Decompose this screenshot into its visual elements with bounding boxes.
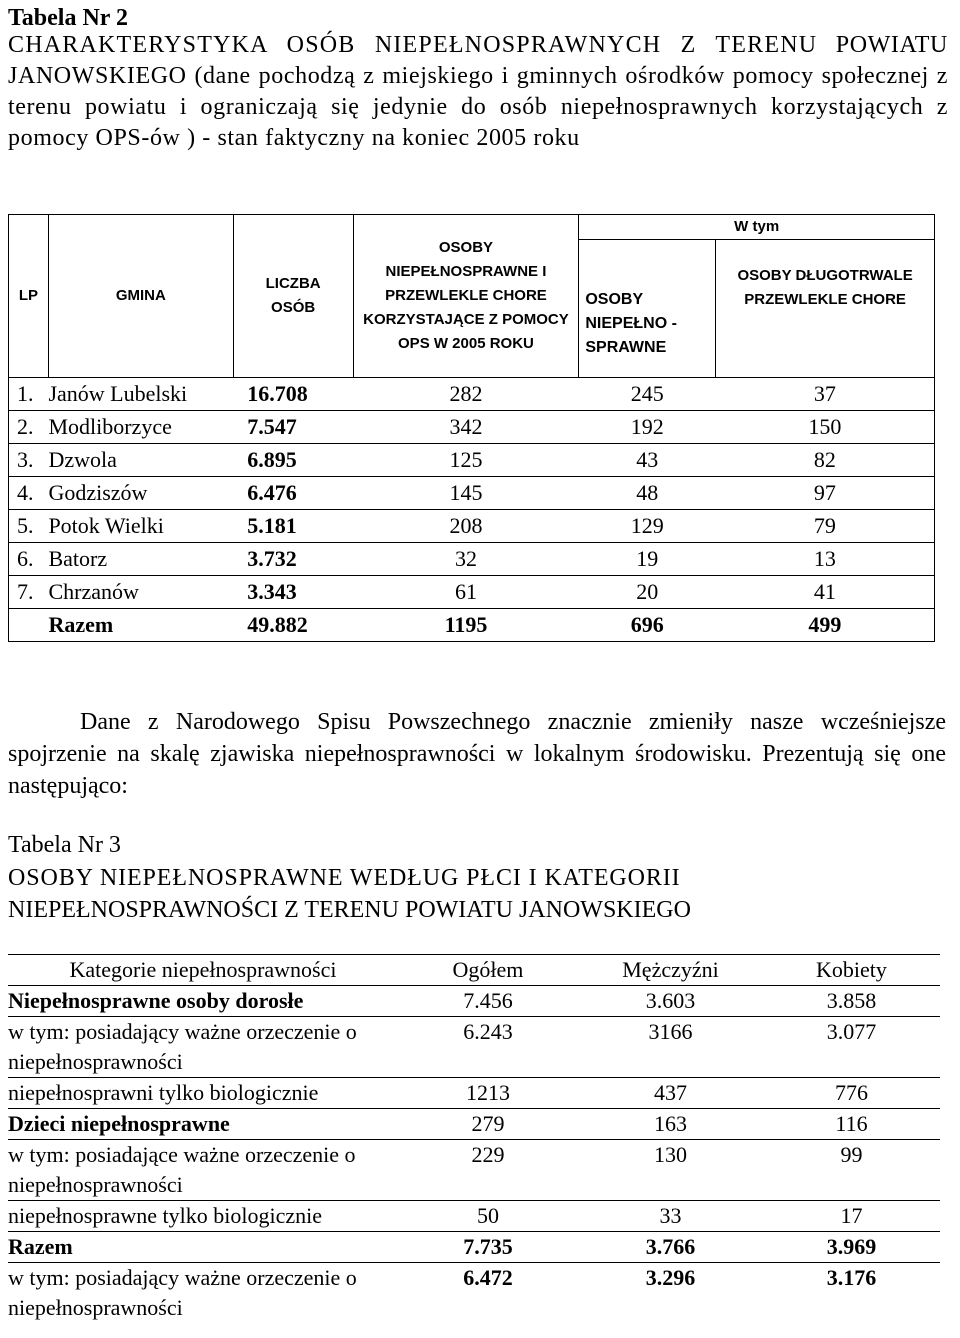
table3-cell-category: Razem — [8, 1232, 398, 1263]
table2-row — [9, 378, 935, 411]
table2-cell-liczba: 6.476 — [233, 477, 353, 510]
table2-cell-gmina: Dzwola — [48, 444, 233, 477]
table2-row — [9, 510, 935, 543]
table2-cell-przewlekle: 13 — [716, 543, 935, 576]
table2-cell-liczba: 5.181 — [233, 510, 353, 543]
table2-cell-lp: 5. — [9, 510, 49, 543]
table3-cell-mezczyzni: 3166 — [578, 1017, 763, 1078]
table3-cell-mezczyzni: 3.296 — [578, 1263, 763, 1324]
table3-cell-ogolem: 6.243 — [398, 1017, 578, 1078]
table3-cell-category: Dzieci niepełnosprawne — [8, 1109, 398, 1140]
table3-cell-kobiety: 3.176 — [763, 1263, 940, 1324]
table2-cell-przewlekle: 499 — [716, 609, 935, 642]
table2-cell-lp: 6. — [9, 543, 49, 576]
table3-row — [8, 1140, 940, 1201]
table3-title-line1: OSOBY NIEPEŁNOSPRAWNE WEDŁUG PŁCI I KATEGORII — [8, 865, 681, 891]
table2-cell-przewlekle: 97 — [716, 477, 935, 510]
table2-cell-lp: 4. — [9, 477, 49, 510]
table3-row — [8, 1263, 940, 1324]
table3-cell-category: w tym: posiadający ważne orzeczenie o niepełnosprawności — [8, 1263, 398, 1324]
paragraph-body: Dane z Narodowego Spisu Powszechnego znacznie zmieniły nasze wcześniejsze spojrzenie na skalę zjawiska niepełnosprawności w lokalnym środowisku. Prezentują się one następująco: — [8, 709, 946, 799]
table3-cell-kobiety: 3.077 — [763, 1017, 940, 1078]
table2-header-niepelnosprawne: OSOBY NIEPEŁNO - SPRAWNE — [579, 240, 716, 378]
table2-cell-niepelnosprawne: 245 — [579, 378, 716, 411]
table2-cell-gmina: Batorz — [48, 543, 233, 576]
table2-cell-liczba: 3.732 — [233, 543, 353, 576]
table2-cell-korzystajace: 208 — [353, 510, 579, 543]
table2-cell-gmina: Razem — [48, 609, 233, 642]
table2-cell-korzystajace: 1195 — [353, 609, 579, 642]
table3-cell-category: w tym: posiadające ważne orzeczenie o niepełnosprawności — [8, 1140, 398, 1201]
table3-cell-ogolem: 7.735 — [398, 1232, 578, 1263]
table3-cell-mezczyzni: 3.766 — [578, 1232, 763, 1263]
table2-header-liczba: LICZBA OSÓB — [233, 215, 353, 378]
table3-row — [8, 986, 940, 1017]
table3-cell-category: niepełnosprawne tylko biologicznie — [8, 1201, 398, 1232]
table3-cell-mezczyzni: 163 — [578, 1109, 763, 1140]
table2-cell-przewlekle: 82 — [716, 444, 935, 477]
table3-row — [8, 1017, 940, 1078]
table3-cell-ogolem: 229 — [398, 1140, 578, 1201]
table3-cell-kobiety: 3.858 — [763, 986, 940, 1017]
table3-cell-ogolem: 7.456 — [398, 986, 578, 1017]
table2-cell-liczba: 49.882 — [233, 609, 353, 642]
table3-cell-category: w tym: posiadający ważne orzeczenie o niepełnosprawności — [8, 1017, 398, 1078]
table3 — [8, 954, 940, 1323]
table2-title-rest: POWIATU JANOWSKIEGO (dane pochodzą z miejskiego i gminnych ośrodków pomocy społecznej z terenu powiatu i ograniczają się jedynie do osób niepełnosprawnych korzystających z pomocy OPS-ów ) - stan faktyczny na koniec 2005 roku — [8, 32, 948, 151]
table2-cell-lp: 2. — [9, 411, 49, 444]
table2-cell-lp — [9, 609, 49, 642]
table3-cell-mezczyzni: 437 — [578, 1078, 763, 1109]
table3-row — [8, 1109, 940, 1140]
table2-cell-lp: 7. — [9, 576, 49, 609]
table2-cell-liczba: 3.343 — [233, 576, 353, 609]
paragraph-text — [8, 706, 946, 802]
table2-cell-korzystajace: 125 — [353, 444, 579, 477]
table3-cell-category: Niepełnosprawne osoby dorosłe — [8, 986, 398, 1017]
table2 — [8, 214, 935, 642]
table2-cell-gmina: Potok Wielki — [48, 510, 233, 543]
table3-cell-kobiety: 776 — [763, 1078, 940, 1109]
table3-cell-category: niepełnosprawni tylko biologicznie — [8, 1078, 398, 1109]
table2-body — [9, 378, 935, 642]
table2-row — [9, 444, 935, 477]
table2-header-korzystajace: OSOBY NIEPEŁNOSPRAWNE I PRZEWLEKLE CHORE KORZYSTAJĄCE Z POMOCY OPS W 2005 ROKU — [353, 215, 579, 378]
table3-cell-kobiety: 17 — [763, 1201, 940, 1232]
table2-row — [9, 411, 935, 444]
table2-cell-korzystajace: 342 — [353, 411, 579, 444]
table3-header-ogolem: Ogółem — [398, 955, 578, 986]
table2-title — [8, 30, 948, 154]
table2-row — [9, 576, 935, 609]
table3-row — [8, 1232, 940, 1263]
table3-label: Tabela Nr 3 — [8, 832, 121, 858]
table3-title-line2: NIEPEŁNOSPRAWNOŚCI Z TERENU POWIATU JANOWSKIEGO — [8, 897, 691, 923]
table2-cell-przewlekle: 41 — [716, 576, 935, 609]
table3-cell-ogolem: 1213 — [398, 1078, 578, 1109]
table2-header-gmina: GMINA — [48, 215, 233, 378]
table3-cell-kobiety: 116 — [763, 1109, 940, 1140]
table2-cell-liczba: 6.895 — [233, 444, 353, 477]
table2-header-w-tym: W tym — [579, 215, 935, 240]
table2-cell-korzystajace: 32 — [353, 543, 579, 576]
table2-row — [9, 477, 935, 510]
table2-cell-niepelnosprawne: 43 — [579, 444, 716, 477]
table2-cell-gmina: Janów Lubelski — [48, 378, 233, 411]
table2-cell-gmina: Godziszów — [48, 477, 233, 510]
table2-header-przewlekle: OSOBY DŁUGOTRWALE PRZEWLEKLE CHORE — [716, 240, 935, 378]
table2-cell-lp: 3. — [9, 444, 49, 477]
table2-header-lp: LP — [9, 215, 49, 378]
table3-cell-ogolem: 6.472 — [398, 1263, 578, 1324]
table2-row — [9, 543, 935, 576]
table2-cell-przewlekle: 37 — [716, 378, 935, 411]
table2-title-lead: CHARAKTERYSTYKA OSÓB NIEPEŁNOSPRAWNYCH Z TERENU — [8, 32, 818, 58]
table2-cell-liczba: 16.708 — [233, 378, 353, 411]
table3-header-category: Kategorie niepełnosprawności — [8, 955, 398, 986]
table2-cell-liczba: 7.547 — [233, 411, 353, 444]
table3-cell-kobiety: 99 — [763, 1140, 940, 1201]
table2-cell-gmina: Chrzanów — [48, 576, 233, 609]
table2-cell-korzystajace: 145 — [353, 477, 579, 510]
table3-title — [8, 862, 946, 926]
table3-row — [8, 1201, 940, 1232]
table3-body — [8, 986, 940, 1324]
table3-cell-ogolem: 279 — [398, 1109, 578, 1140]
table3-header-kobiety: Kobiety — [763, 955, 940, 986]
table2-cell-niepelnosprawne: 696 — [579, 609, 716, 642]
table3-cell-mezczyzni: 130 — [578, 1140, 763, 1201]
table2-cell-niepelnosprawne: 19 — [579, 543, 716, 576]
table2-label: Tabela Nr 2 — [8, 5, 129, 31]
table2-cell-korzystajace: 282 — [353, 378, 579, 411]
table2-cell-przewlekle: 150 — [716, 411, 935, 444]
table2-cell-korzystajace: 61 — [353, 576, 579, 609]
paragraph-indent — [8, 709, 80, 735]
table2-total-row — [9, 609, 935, 642]
table2-cell-gmina: Modliborzyce — [48, 411, 233, 444]
table3-cell-ogolem: 50 — [398, 1201, 578, 1232]
table3-header-row — [8, 955, 940, 986]
table3-cell-kobiety: 3.969 — [763, 1232, 940, 1263]
table3-header-mezczyzni: Mężczyźni — [578, 955, 763, 986]
table2-cell-przewlekle: 79 — [716, 510, 935, 543]
table3-cell-mezczyzni: 3.603 — [578, 986, 763, 1017]
table2-cell-niepelnosprawne: 48 — [579, 477, 716, 510]
table2-cell-niepelnosprawne: 129 — [579, 510, 716, 543]
table2-cell-niepelnosprawne: 20 — [579, 576, 716, 609]
table2-cell-niepelnosprawne: 192 — [579, 411, 716, 444]
table2-cell-lp: 1. — [9, 378, 49, 411]
table3-cell-mezczyzni: 33 — [578, 1201, 763, 1232]
table3-row — [8, 1078, 940, 1109]
